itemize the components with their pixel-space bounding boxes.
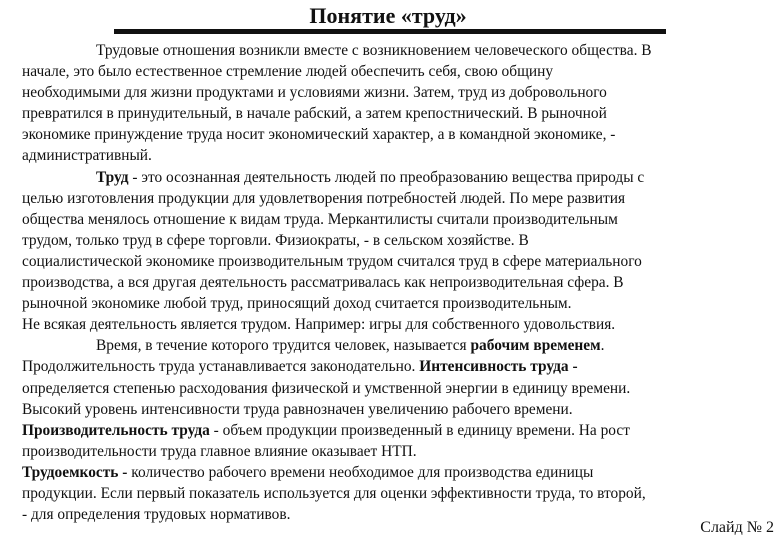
text-line bbox=[22, 335, 776, 356]
text-line bbox=[22, 251, 776, 272]
text-line bbox=[22, 356, 776, 377]
slide-number: Слайд № 2 bbox=[700, 519, 774, 536]
text-run: определяется степенью расходования физической и умственной энергии в единицу времени. bbox=[22, 379, 631, 397]
term-trud: Труд bbox=[96, 168, 129, 186]
term-working-time: рабочим временем bbox=[470, 337, 601, 355]
text-line bbox=[22, 40, 776, 61]
text-line bbox=[22, 82, 776, 103]
text-line bbox=[22, 483, 776, 504]
text-line bbox=[22, 167, 776, 188]
text-line bbox=[22, 124, 776, 145]
body-text bbox=[22, 40, 776, 525]
text-line bbox=[22, 399, 776, 420]
text-run: Высокий уровень интенсивности труда равнозначен увеличению рабочего времени. bbox=[22, 400, 573, 418]
text-line bbox=[22, 272, 776, 293]
text-run: Не всякая деятельность является трудом. Например: игры для собственного удовольствия. bbox=[22, 316, 616, 334]
text-run: - это осознанная деятельность людей по преобразованию вещества природы с bbox=[128, 168, 645, 186]
text-run: Трудовые отношения возникли вместе с возникновением человеческого общества. В bbox=[96, 42, 652, 59]
text-run: экономике принуждение труда носит экономический характер, а в командной экономике, - bbox=[22, 126, 616, 144]
text-line bbox=[22, 103, 776, 124]
slide-title: Понятие «труд» bbox=[309, 3, 467, 28]
text-run: общества менялось отношение к видам труда. Меркантилисты считали производительным bbox=[22, 210, 618, 228]
text-line bbox=[22, 441, 776, 462]
text-run: Время, в течение которого трудится человек, называется bbox=[96, 337, 471, 355]
term-intensity: Интенсивность труда - bbox=[419, 358, 578, 376]
text-run: рыночной экономике любой труд, приносящий доход считается производительным. bbox=[22, 295, 572, 313]
text-line bbox=[22, 378, 776, 399]
text-run: продукции. Если первый показатель используется для оценки эффективности труда, то второй, bbox=[22, 484, 646, 502]
text-line bbox=[22, 293, 776, 314]
text-line bbox=[22, 420, 776, 441]
text-line bbox=[22, 504, 776, 525]
term-productivity: Производительность труда bbox=[22, 421, 210, 439]
term-labor-intensity: Трудоемкость - bbox=[22, 463, 128, 481]
title-block bbox=[110, 2, 666, 36]
text-run: административный. bbox=[22, 147, 152, 165]
text-run: Продолжительность труда устанавливается законодательно. bbox=[22, 358, 420, 376]
text-line bbox=[22, 314, 776, 335]
text-line bbox=[22, 188, 776, 209]
text-line bbox=[22, 230, 776, 251]
text-run: производительности труда главное влияние оказывает НТП. bbox=[22, 442, 417, 460]
text-run: трудом, только труд в сфере торговли. Физиократы, - в сельском хозяйстве. В bbox=[22, 231, 529, 249]
text-run: - объем продукции произведенный в единицу времени. На рост bbox=[209, 421, 630, 439]
text-run: количество рабочего времени необходимое для производства единицы bbox=[127, 463, 594, 481]
text-run: производства, а вся другая деятельность рассматривалась как непроизводительная сфера. В bbox=[22, 274, 624, 292]
text-run: . bbox=[600, 337, 605, 355]
text-run: целью изготовления продукции для удовлетворения потребностей людей. По мере развития bbox=[22, 189, 626, 207]
text-run: - для определения трудовых нормативов. bbox=[22, 506, 291, 524]
text-line bbox=[22, 61, 776, 82]
text-run: социалистической экономике производительным трудом считался труд в сфере материального bbox=[22, 252, 642, 270]
text-run: начале, это было естественное стремление людей обеспечить себя, свою общину bbox=[22, 63, 554, 81]
text-line bbox=[22, 209, 776, 230]
title-underline bbox=[114, 29, 666, 34]
text-run: необходимыми для жизни продуктами и условиями жизни. Затем, труд из добровольного bbox=[22, 84, 607, 102]
text-line bbox=[22, 145, 776, 166]
text-run: превратился в принудительный, в начале рабский, а затем крепостнический. В рыночной bbox=[22, 105, 607, 123]
text-line bbox=[22, 462, 776, 483]
